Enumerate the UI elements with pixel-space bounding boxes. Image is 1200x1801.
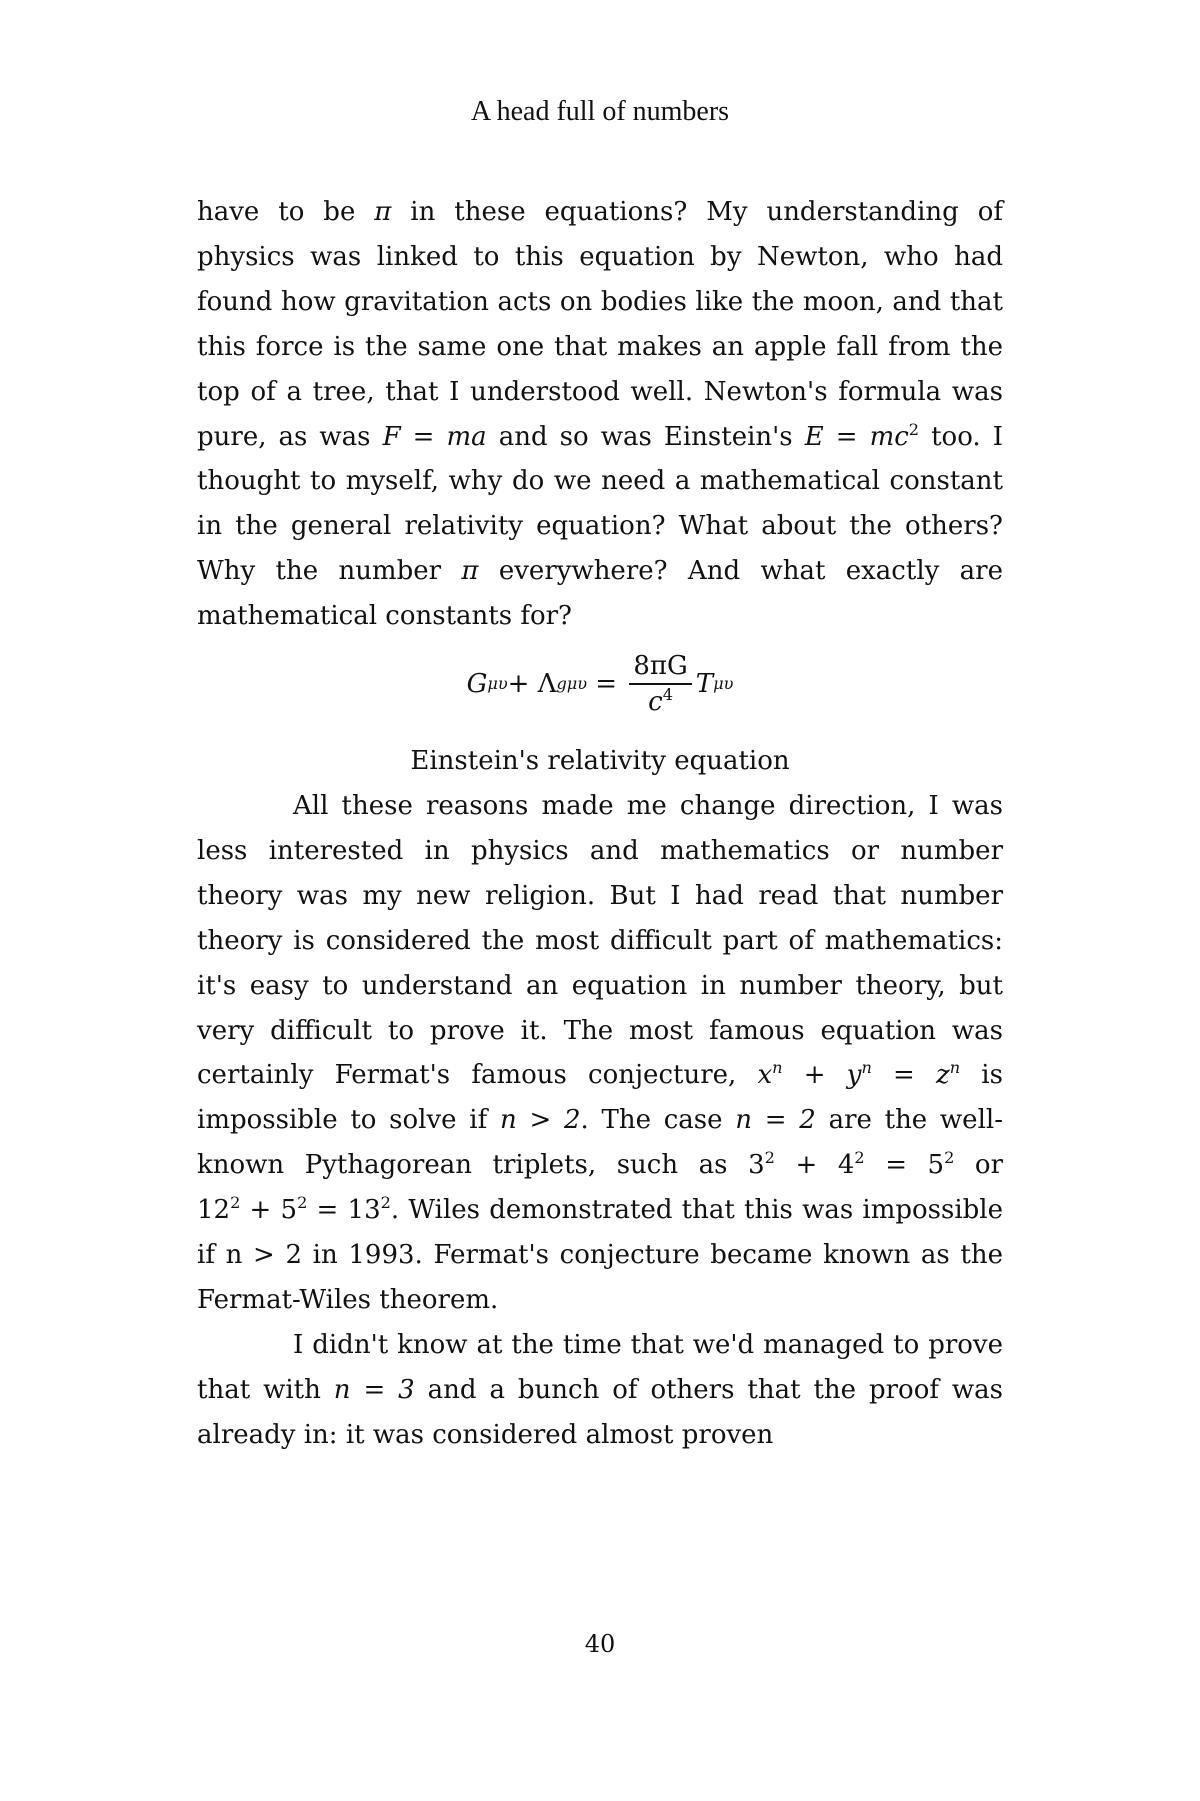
math-num: = 13 (307, 1195, 381, 1226)
math-y: y (846, 1060, 862, 1091)
page-number: 40 (584, 1630, 616, 1658)
paragraph-1 (197, 190, 1003, 639)
text-run: everywhere? And what exactly are mathematical constants for? (197, 556, 1003, 632)
math-emc-exponent: 2 (908, 419, 920, 439)
relativity-equation (197, 639, 1003, 739)
running-head: A head full of numbers (470, 96, 730, 127)
eq-g: G (466, 669, 488, 700)
math-n-exp: n (772, 1058, 783, 1078)
math-exp: 2 (297, 1193, 308, 1213)
math-num: = 5 (864, 1150, 945, 1181)
paragraph-3 (197, 1323, 1003, 1458)
math-exp: 2 (944, 1148, 955, 1168)
math-plus: + (782, 1060, 847, 1091)
math-equals: = (871, 1060, 937, 1091)
math-pythagorean-12-5-13 (197, 1195, 391, 1225)
text-run: in these equations? My understanding of physics was linked to this equation by Newton, who had found how gravitation acts on bodies like the moon, and that this force is the same one that makes an apple fall from the top of a tree, that I understood well. Newton's formula was pure, as was (197, 197, 1003, 452)
eq-t: T (695, 669, 714, 700)
math-n-eq-3: n = 3 (333, 1374, 415, 1405)
text-run: have to be (197, 197, 375, 227)
text-run: . Wiles demonstrated that this was impossible if n > 2 in 1993. Fermat's conjecture became known as the Fermat-Wiles theorem. (197, 1195, 1004, 1315)
text-run: too. I thought to myself, why do we need a mathematical constant in the general relativity equation? What about the others? Why the number (197, 421, 1003, 587)
math-num: + 4 (774, 1150, 855, 1181)
text-run: is impossible to solve if (197, 1060, 1003, 1136)
text-run: All these reasons made me change direction, I was less interested in physics and mathematics or number theory was my new religion. But I had read that number theory is considered the most difficult part of mathematics: it's easy to understand an equation in number theory, but very difficult to prove it. The most famous equation was certainly Fermat's famous conjecture, (197, 790, 1003, 1091)
math-pi: π (461, 556, 479, 587)
math-exp: 2 (230, 1193, 241, 1213)
math-exp: 2 (764, 1148, 775, 1168)
text-run: or (954, 1150, 1004, 1181)
math-pythagorean-3-4-5 (748, 1150, 954, 1180)
text-run: and a bunch of others that the proof was already in: it was considered almost proven (197, 1374, 1003, 1450)
eq-numerator: 8πG (629, 653, 691, 685)
math-e-equals-mc2 (804, 419, 920, 452)
math-n-eq-2: n = 2 (735, 1105, 816, 1136)
body-text (197, 190, 1003, 1458)
math-n-gt-2: n > 2 (499, 1105, 581, 1136)
text-run: . The case (580, 1105, 736, 1136)
math-pi: π (374, 197, 392, 227)
equation-expression: G μυ + Λ gμυ = $\frac{8\pi G}{c^4}$ T μυ (466, 651, 734, 718)
math-z: z (936, 1060, 950, 1091)
math-x: x (757, 1060, 773, 1091)
text-run: and so was Einstein's (486, 421, 805, 452)
eq-denominator-base: c (648, 687, 663, 718)
eq-fraction (629, 651, 691, 718)
text-run: I didn't know at the time that we'd managed to prove that with (197, 1329, 1003, 1405)
eq-denominator (648, 685, 673, 718)
math-n-exp: n (949, 1058, 961, 1078)
math-n-exp: n (861, 1058, 872, 1078)
eq-equals: = (587, 669, 626, 700)
math-num: 3 (748, 1150, 765, 1181)
equation-caption: Einstein's relativity equation (410, 746, 790, 777)
math-f-equals-ma: F = ma (382, 421, 487, 452)
math-emc-base: E = mc (804, 421, 909, 452)
eq-denominator-exponent: 4 (662, 685, 673, 705)
math-num: 12 (197, 1195, 231, 1226)
math-num: + 5 (240, 1195, 298, 1226)
text-run: are the well-known Pythagorean triplets, such as (197, 1105, 1003, 1181)
math-exp: 2 (854, 1148, 865, 1168)
paragraph-2 (197, 784, 1003, 1323)
math-exp: 2 (380, 1193, 391, 1213)
math-fermat-equation (757, 1060, 960, 1090)
eq-plus-lambda: + Λ (507, 669, 557, 700)
